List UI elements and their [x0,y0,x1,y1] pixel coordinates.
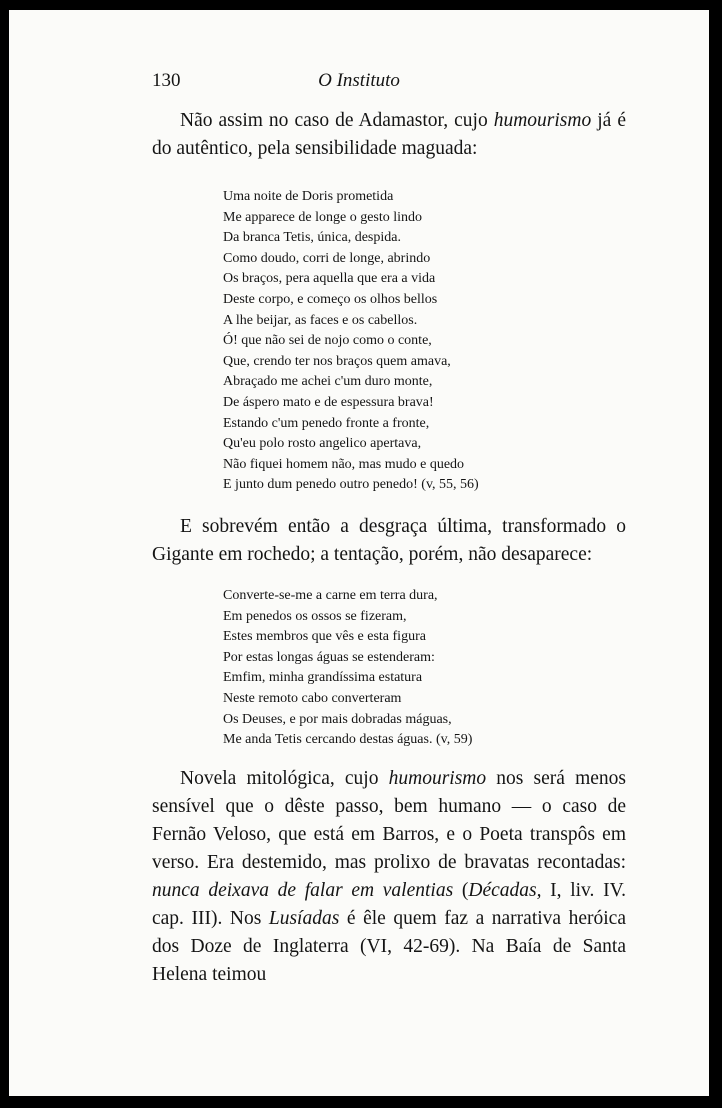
running-title: O Instituto [318,70,400,91]
verse-line: Emfim, minha grandíssima estatura [223,670,423,686]
paragraph-fernao-veloso: Novela mitológica, cujo humourismo nos será menos sensível que o dêste passo, bem humano — o caso de Fernão Veloso, que está em Barros, e o Poeta transpôs em verso. Era destemido, mas prolixo de bravatas recontadas: nunca deixava de falar em valentias (Décadas, I, liv. IV. cap. III). Nos Lusíadas é êle quem faz a narrativa heróica dos Doze de Inglaterra (VI, 42-69). Na Baía de Santa Helena teimou [152,768,627,985]
verse-quotation-adamastor [223,187,603,496]
emphasis-lusiadas: Lusíadas [268,908,340,929]
emphasis-humourismo-2: humourismo [388,768,487,789]
page-number: 130 [152,70,181,91]
verse-line: Estes membros que vês e esta figura [223,629,426,645]
paragraph-gigante: E sobrevém então a desgraça última, transformado o Gigante em rochedo; a tentação, porém, não desaparece: [152,516,626,565]
verse-line: Por estas longas águas se estenderam: [223,649,435,665]
page-header [9,70,709,96]
emphasis-quote-valentias: nunca deixava de falar em valentias [152,880,454,901]
verse-line: Neste remoto cabo converteram [223,690,402,706]
verse-line: Não fiquei homem não, mas mudo e quedo [223,456,465,472]
verse-line: Os braços, pera aquella que era a vida [223,271,436,287]
verse-line: A lhe beijar, as faces e os cabellos. [223,312,418,328]
verse-line: Abraçado me achei c'um duro monte, [223,374,433,390]
emphasis-humourismo: humourismo [493,110,592,131]
verse-line: Estando c'um penedo fronte a fronte, [223,415,430,431]
verse-line: E junto dum penedo outro penedo! (v, 55, 56) [223,477,479,493]
verse-line: Converte-se-me a carne em terra dura, [223,588,438,603]
paragraph-adamastor: Não assim no caso de Adamastor, cujo humourismo já é do autêntico, pela sensibilidade maguada: [152,110,626,159]
verse-line: Qu'eu polo rosto angelico apertava, [223,436,422,452]
verse-line: Me anda Tetis cercando destas águas. (v, 59) [223,732,473,748]
verse-quotation-gigante [223,586,603,751]
verse-line: Os Deuses, e por mais dobradas máguas, [223,711,452,727]
verse-line: Ó! que não sei de nojo como o conte, [223,333,432,349]
emphasis-decadas: Décadas, [468,880,542,901]
verse-line: Que, crendo ter nos braços quem amava, [223,353,451,369]
verse-line: Da branca Tetis, única, despida. [223,230,401,246]
book-page [9,10,709,1096]
verse-line: Deste corpo, e começo os olhos bellos [223,291,438,307]
verse-line: Me apparece de longe o gesto lindo [223,209,423,225]
verse-line: De áspero mato e de espessura brava! [223,394,434,410]
verse-line: Como doudo, corri de longe, abrindo [223,250,431,266]
verse-line: Uma noite de Doris prometida [223,189,394,204]
verse-line: Em penedos os ossos se fizeram, [223,608,407,624]
